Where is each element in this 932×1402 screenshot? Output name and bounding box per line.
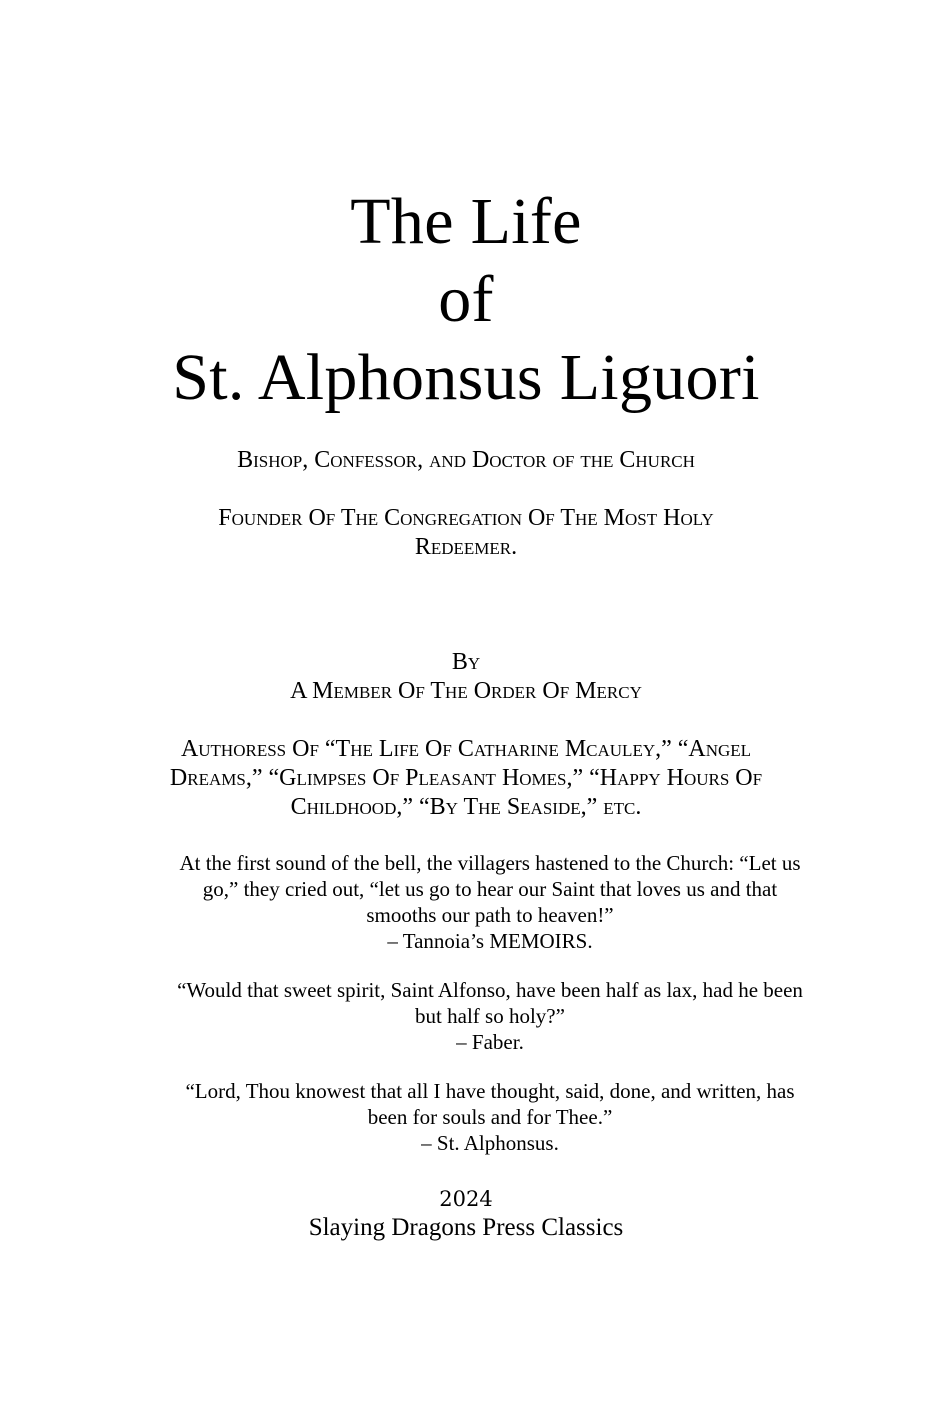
subtitle-founder-line-2: Redeemer.: [414, 534, 518, 560]
title-line-3: St. Alphonsus Liguori: [172, 341, 760, 414]
author-works-line-1: Authoress Of “The Life Of Catharine Mcauley,” “Angel: [180, 736, 752, 762]
subtitle-bishop: Bishop, Confessor, and Doctor of the Church: [237, 447, 695, 473]
epigraph-line: smooths our path to heaven!”: [366, 903, 614, 927]
epigraph-tannoia: [140, 850, 840, 954]
epigraph-line: been for souls and for Thee.”: [367, 1105, 613, 1129]
epigraph-line: “Would that sweet spirit, Saint Alfonso, have been half as lax, had he been: [177, 978, 803, 1002]
author-works-line-3: Childhood,” “By The Seaside,” etc.: [290, 794, 642, 820]
epigraph-line: “Lord, Thou knowest that all I have thought, said, done, and written, has: [185, 1079, 795, 1103]
epigraph-attribution: – St. Alphonsus.: [421, 1131, 559, 1155]
subtitle-founder-line-1: Founder Of The Congregation Of The Most Holy: [218, 505, 714, 531]
author-name: A Member Of The Order Of Mercy: [290, 678, 642, 704]
title-line-1: The Life: [350, 185, 582, 258]
epigraph-alphonsus: [140, 1078, 840, 1156]
epigraph-faber: [140, 977, 840, 1055]
author-works-line-2: Dreams,” “Glimpses Of Pleasant Homes,” “Happy Hours Of: [169, 765, 763, 791]
epigraph-line: but half so holy?”: [415, 1004, 565, 1028]
publisher-name: Slaying Dragons Press Classics: [308, 1214, 624, 1241]
epigraph-attribution: – Faber.: [456, 1030, 524, 1054]
epigraph-line: go,” they cried out, “let us go to hear our Saint that loves us and that: [202, 877, 778, 901]
publication-year: 2024: [439, 1187, 493, 1211]
title-line-2: of: [438, 263, 494, 336]
epigraph-line: At the first sound of the bell, the villagers hastened to the Church: “Let us: [179, 851, 801, 875]
author-by: By: [451, 649, 481, 675]
epigraph-attribution: – Tannoia’s MEMOIRS.: [387, 929, 593, 953]
